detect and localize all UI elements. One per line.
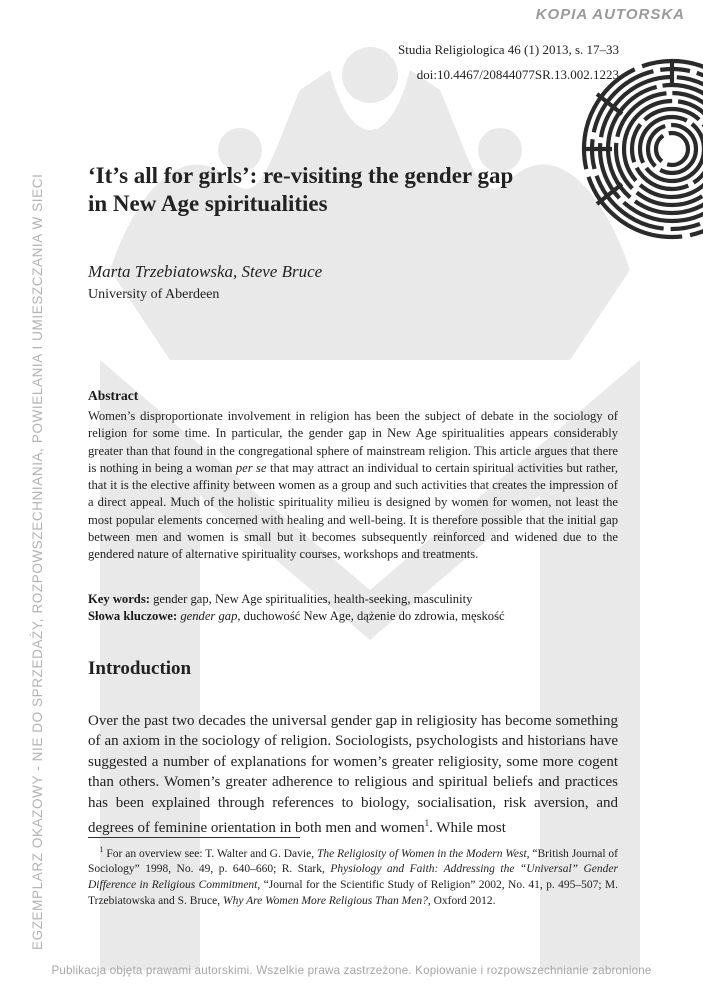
footnote-italic-1: The Religiosity of Women in the Modern West, xyxy=(316,847,530,860)
affiliation: University of Aberdeen xyxy=(88,287,220,302)
footnote-reference[interactable]: 1 xyxy=(424,818,430,829)
abstract-part-1: Women’s disproportionate involvement in religion has been the subject of debate in the sociology of religion for some time. In particular, the gender gap in New Age spiritualities appears considerably greater than that found in the congregational sphere of mainstream religion. This article argues that there is nothing in being a woman xyxy=(88,409,618,475)
keywords-pl-label: Słowa kluczowe: xyxy=(88,609,178,623)
abstract-text xyxy=(88,408,618,564)
introduction-paragraph: Over the past two decades the universal gender gap in religiosity has become something of an axiom in the sociology of religion. Sociologists, psychologists and historians have suggested a number of explanations for women’s greater religiosity, some more cogent than others. Women’s greater adherence to religious and spiritual beliefs and practices has been explained through references to biology, socialisation, risk aversion, and degrees of feminine orientation in both men and women xyxy=(88,713,618,837)
footnote-italic-3: Why Are Women More Religious Than Men? xyxy=(223,894,428,907)
abstract-italic: per se xyxy=(235,460,267,475)
doi: doi:10.4467/20844077SR.13.002.1223 xyxy=(416,67,619,82)
footnote-part-1: For an overview see: T. Walter and G. Davie, xyxy=(103,847,317,860)
keywords xyxy=(88,591,628,625)
footnote-part-3: “Journal for the Scientific Study of Religion” 2002, No. 41, p. 495–507; M. Trzebiatowska and S. Bruce, xyxy=(88,879,618,907)
kopia-autorska-stamp: KOPIA AUTORSKA xyxy=(535,6,685,23)
side-watermark-text: EGZEMPLARZ OKAZOWY - NIE DO SPRZEDAŻY, ROZPOWSZECHNIANIA, POWIELANIA I UMIESZCZANIA W SIECI xyxy=(30,173,45,950)
footnote xyxy=(88,842,618,909)
introduction-text xyxy=(88,711,618,838)
keywords-label: Key words: xyxy=(88,592,150,606)
keywords-text: gender gap, New Age spiritualities, health-seeking, masculinity xyxy=(149,592,473,606)
introduction-paragraph-end: . While most xyxy=(429,820,506,837)
footnote-part-2: “British Journal of Sociology” 1998, No. 49, p. 640–660; R. Stark, xyxy=(88,847,619,876)
article-title xyxy=(88,162,558,218)
footnote-italic-2: Physiology and Faith: Addressing the “Universal” Gender Difference in Religious Commitment, xyxy=(88,863,618,892)
keywords-pl-text: , duchowość New Age, dążenie do zdrowia, męskość xyxy=(237,609,505,623)
title-line-1: ‘It’s all for girls’: re-visiting the gender gap xyxy=(88,163,514,188)
copyright-notice: Publikacja objęta prawami autorskimi. Wszelkie prawa zastrzeżone. Kopiowanie i rozpowszechnianie zabronione xyxy=(51,964,652,977)
footnote-rule xyxy=(88,837,300,838)
keywords-pl-italic: gender gap xyxy=(177,609,238,623)
abstract-heading: Abstract xyxy=(88,388,139,403)
journal-citation: Studia Religiologica 46 (1) 2013, s. 17–33 xyxy=(398,42,619,57)
footnote-mark: 1 xyxy=(99,845,104,854)
abstract-part-2: that may attract an individual to certain spiritual activities but rather, that it is the elective affinity between women as a group and such activities that creates the impression of a direct appeal. Much of the holistic spirituality milieu is designed by women for women, not least the most popular elements concerned with healing and well-being. It is therefore possible that the initial gap between men and women is small but it becomes subsequently reinforced and widened due to the gendered nature of alternative spirituality courses, workshops and treatments. xyxy=(88,460,618,562)
title-line-2: in New Age spiritualities xyxy=(88,191,328,216)
authors: Marta Trzebiatowska, Steve Bruce xyxy=(88,262,323,281)
labyrinth-logo-icon xyxy=(577,54,703,244)
introduction-heading: Introduction xyxy=(88,658,192,679)
footnote-part-4: , Oxford 2012. xyxy=(427,894,496,907)
